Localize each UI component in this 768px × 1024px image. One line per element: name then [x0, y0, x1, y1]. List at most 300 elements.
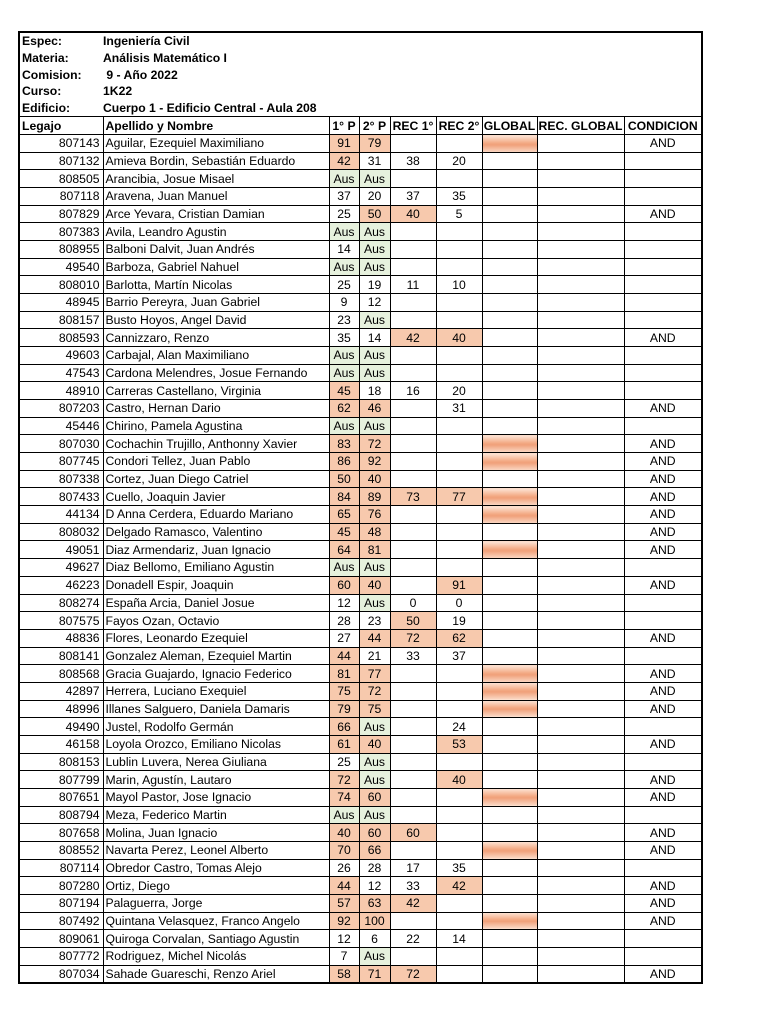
rec2-cell: 10: [436, 276, 482, 294]
recglobal-cell: [537, 771, 624, 789]
rec2-cell: [436, 700, 482, 718]
global-cell: [482, 135, 537, 153]
rec1-cell: [390, 576, 436, 594]
rec1-cell: 72: [390, 629, 436, 647]
table-row: [19, 435, 702, 453]
recglobal-cell: [537, 947, 624, 965]
p2-cell: 60: [359, 788, 390, 806]
legajo-cell: 49490: [19, 718, 103, 736]
recglobal-cell: [537, 311, 624, 329]
rec2-cell: [436, 841, 482, 859]
p1-cell: 45: [329, 382, 359, 400]
cond-cell: AND: [624, 576, 702, 594]
p2-cell: 23: [359, 612, 390, 630]
p1-cell: 50: [329, 470, 359, 488]
p1-cell: 12: [329, 930, 359, 948]
table-row: [19, 135, 702, 153]
global-cell: [482, 523, 537, 541]
global-cell: [482, 364, 537, 382]
p2-cell: 6: [359, 930, 390, 948]
global-cell: [482, 771, 537, 789]
header-row: [19, 117, 702, 135]
recglobal-cell: [537, 523, 624, 541]
global-cell: [482, 594, 537, 612]
recglobal-cell: [537, 417, 624, 435]
p1-cell: 7: [329, 947, 359, 965]
legajo-cell: 808153: [19, 753, 103, 771]
legajo-cell: 808552: [19, 841, 103, 859]
table-row: [19, 152, 702, 170]
rec2-cell: 77: [436, 488, 482, 506]
legajo-cell: 808593: [19, 329, 103, 347]
table-row: [19, 400, 702, 418]
global-cell: [482, 241, 537, 259]
p1-cell: 9: [329, 294, 359, 312]
p2-cell: 92: [359, 453, 390, 471]
cond-cell: [624, 258, 702, 276]
cond-cell: AND: [624, 877, 702, 895]
legajo-cell: 807658: [19, 824, 103, 842]
name-cell: Cannizzaro, Renzo: [103, 329, 329, 347]
p2-cell: 75: [359, 700, 390, 718]
grades-table: [18, 31, 703, 984]
legajo-cell: 807745: [19, 453, 103, 471]
cond-cell: [624, 276, 702, 294]
rec2-cell: [436, 258, 482, 276]
global-cell: [482, 559, 537, 577]
recglobal-cell: [537, 806, 624, 824]
global-cell: [482, 894, 537, 912]
legajo-cell: 807575: [19, 612, 103, 630]
p2-cell: 12: [359, 877, 390, 895]
name-cell: Palaguerra, Jorge: [103, 894, 329, 912]
rec2-cell: 40: [436, 329, 482, 347]
cond-cell: [624, 647, 702, 665]
p1-cell: 58: [329, 965, 359, 983]
legajo-cell: 44134: [19, 506, 103, 524]
table-row: [19, 523, 702, 541]
p2-cell: 50: [359, 205, 390, 223]
table-row: [19, 594, 702, 612]
name-cell: Cardona Melendres, Josue Fernando: [103, 364, 329, 382]
table-row: [19, 965, 702, 983]
legajo-cell: 808568: [19, 665, 103, 683]
p1-cell: 60: [329, 576, 359, 594]
cond-cell: AND: [624, 506, 702, 524]
p1-cell: 83: [329, 435, 359, 453]
legajo-cell: 807132: [19, 152, 103, 170]
global-cell: [482, 152, 537, 170]
p1-cell: 23: [329, 311, 359, 329]
p2-cell: Aus: [359, 311, 390, 329]
rec2-cell: [436, 523, 482, 541]
global-cell: [482, 435, 537, 453]
p2-cell: Aus: [359, 170, 390, 188]
table-row: [19, 470, 702, 488]
legajo-cell: 48945: [19, 294, 103, 312]
legajo-cell: 807799: [19, 771, 103, 789]
rec1-cell: 17: [390, 859, 436, 877]
cond-cell: [624, 382, 702, 400]
cond-cell: AND: [624, 453, 702, 471]
cond-cell: [624, 417, 702, 435]
info-row: [19, 100, 702, 117]
rec2-cell: [436, 347, 482, 365]
cond-cell: AND: [624, 841, 702, 859]
recglobal-cell: [537, 329, 624, 347]
recglobal-cell: [537, 718, 624, 736]
global-cell: [482, 841, 537, 859]
name-cell: Avila, Leandro Agustin: [103, 223, 329, 241]
table-row: [19, 877, 702, 895]
p2-cell: 48: [359, 523, 390, 541]
rec1-cell: 0: [390, 594, 436, 612]
rec2-cell: [436, 470, 482, 488]
table-row: [19, 912, 702, 930]
name-cell: Arce Yevara, Cristian Damian: [103, 205, 329, 223]
name-cell: España Arcia, Daniel Josue: [103, 594, 329, 612]
cond-cell: [624, 594, 702, 612]
name-cell: Marin, Agustín, Lautaro: [103, 771, 329, 789]
col-header-p1: 1° P: [329, 117, 359, 135]
rec1-cell: [390, 311, 436, 329]
p1-cell: 45: [329, 523, 359, 541]
name-cell: Busto Hoyos, Angel David: [103, 311, 329, 329]
p1-cell: 25: [329, 276, 359, 294]
p2-cell: 46: [359, 400, 390, 418]
global-cell: [482, 506, 537, 524]
rec2-cell: 53: [436, 735, 482, 753]
name-cell: Navarta Perez, Leonel Alberto: [103, 841, 329, 859]
legajo-cell: 808010: [19, 276, 103, 294]
rec1-cell: 50: [390, 612, 436, 630]
rec2-cell: [436, 682, 482, 700]
cond-cell: AND: [624, 135, 702, 153]
cond-cell: [624, 559, 702, 577]
p2-cell: 19: [359, 276, 390, 294]
p2-cell: 14: [359, 329, 390, 347]
p1-cell: 40: [329, 824, 359, 842]
cond-cell: AND: [624, 771, 702, 789]
name-cell: Rodriguez, Michel Nicolás: [103, 947, 329, 965]
recglobal-cell: [537, 753, 624, 771]
legajo-cell: 807433: [19, 488, 103, 506]
legajo-cell: 807143: [19, 135, 103, 153]
rec2-cell: [436, 894, 482, 912]
p2-cell: Aus: [359, 806, 390, 824]
info-row: [19, 66, 702, 83]
cond-cell: [624, 188, 702, 206]
cond-cell: AND: [624, 400, 702, 418]
p2-cell: 89: [359, 488, 390, 506]
rec2-cell: [436, 294, 482, 312]
rec2-cell: [436, 947, 482, 965]
table-row: [19, 788, 702, 806]
p1-cell: 25: [329, 753, 359, 771]
name-cell: Justel, Rodolfo Germán: [103, 718, 329, 736]
cond-cell: AND: [624, 488, 702, 506]
rec2-cell: [436, 453, 482, 471]
table-row: [19, 753, 702, 771]
name-cell: Arancibia, Josue Misael: [103, 170, 329, 188]
name-cell: Meza, Federico Martin: [103, 806, 329, 824]
name-cell: Barrio Pereyra, Juan Gabriel: [103, 294, 329, 312]
info-key: Curso:: [22, 84, 62, 99]
rec1-cell: [390, 135, 436, 153]
table-row: [19, 612, 702, 630]
legajo-cell: 49051: [19, 541, 103, 559]
recglobal-cell: [537, 382, 624, 400]
p1-cell: 28: [329, 612, 359, 630]
recglobal-cell: [537, 841, 624, 859]
rec2-cell: 24: [436, 718, 482, 736]
p2-cell: 60: [359, 824, 390, 842]
name-cell: Aguilar, Ezequiel Maximiliano: [103, 135, 329, 153]
recglobal-cell: [537, 859, 624, 877]
legajo-cell: 809061: [19, 930, 103, 948]
table-row: [19, 771, 702, 789]
rec2-cell: [436, 912, 482, 930]
table-row: [19, 541, 702, 559]
rec1-cell: [390, 223, 436, 241]
rec2-cell: [436, 824, 482, 842]
p2-cell: 28: [359, 859, 390, 877]
p1-cell: 84: [329, 488, 359, 506]
rec1-cell: 42: [390, 894, 436, 912]
legajo-cell: 49627: [19, 559, 103, 577]
legajo-cell: 807194: [19, 894, 103, 912]
recglobal-cell: [537, 364, 624, 382]
name-cell: Molina, Juan Ignacio: [103, 824, 329, 842]
global-cell: [482, 382, 537, 400]
p2-cell: Aus: [359, 718, 390, 736]
rec2-cell: [436, 364, 482, 382]
rec2-cell: [436, 806, 482, 824]
recglobal-cell: [537, 347, 624, 365]
p2-cell: Aus: [359, 364, 390, 382]
rec2-cell: [436, 965, 482, 983]
name-cell: Donadell Espir, Joaquin: [103, 576, 329, 594]
p1-cell: 27: [329, 629, 359, 647]
p1-cell: 75: [329, 682, 359, 700]
rec2-cell: 14: [436, 930, 482, 948]
rec2-cell: [436, 135, 482, 153]
legajo-cell: 807651: [19, 788, 103, 806]
global-cell: [482, 453, 537, 471]
cond-cell: AND: [624, 523, 702, 541]
cond-cell: [624, 311, 702, 329]
rec1-cell: [390, 718, 436, 736]
p1-cell: 14: [329, 241, 359, 259]
recglobal-cell: [537, 894, 624, 912]
cond-cell: AND: [624, 912, 702, 930]
cond-cell: [624, 241, 702, 259]
rec2-cell: [436, 223, 482, 241]
info-key: Edificio:: [22, 101, 71, 116]
name-cell: D Anna Cerdera, Eduardo Mariano: [103, 506, 329, 524]
p2-cell: 100: [359, 912, 390, 930]
cond-cell: AND: [624, 541, 702, 559]
rec2-cell: 31: [436, 400, 482, 418]
p1-cell: 25: [329, 205, 359, 223]
rec1-cell: 38: [390, 152, 436, 170]
recglobal-cell: [537, 470, 624, 488]
p2-cell: 12: [359, 294, 390, 312]
global-cell: [482, 806, 537, 824]
table-header: [19, 117, 702, 135]
p1-cell: 81: [329, 665, 359, 683]
p2-cell: 77: [359, 665, 390, 683]
p1-cell: Aus: [329, 223, 359, 241]
info-key: Materia:: [22, 51, 69, 65]
name-cell: Carbajal, Alan Maximiliano: [103, 347, 329, 365]
student-rows: [19, 135, 702, 984]
p2-cell: 76: [359, 506, 390, 524]
cond-cell: AND: [624, 665, 702, 683]
rec2-cell: 40: [436, 771, 482, 789]
rec1-cell: 73: [390, 488, 436, 506]
legajo-cell: 808505: [19, 170, 103, 188]
info-value: Ingeniería Civil: [103, 34, 190, 49]
global-cell: [482, 329, 537, 347]
rec2-cell: [436, 541, 482, 559]
name-cell: Mayol Pastor, Jose Ignacio: [103, 788, 329, 806]
name-cell: Diaz Bellomo, Emiliano Agustin: [103, 559, 329, 577]
info-value: 1K22: [103, 84, 133, 99]
name-cell: Obredor Castro, Tomas Alejo: [103, 859, 329, 877]
recglobal-cell: [537, 594, 624, 612]
info-row: [19, 32, 702, 50]
rec1-cell: [390, 294, 436, 312]
legajo-cell: 48836: [19, 629, 103, 647]
cond-cell: AND: [624, 824, 702, 842]
rec1-cell: [390, 435, 436, 453]
rec1-cell: [390, 241, 436, 259]
global-cell: [482, 170, 537, 188]
name-cell: Loyola Orozco, Emiliano Nicolas: [103, 735, 329, 753]
legajo-cell: 807030: [19, 435, 103, 453]
p2-cell: 44: [359, 629, 390, 647]
table-row: [19, 559, 702, 577]
cond-cell: AND: [624, 470, 702, 488]
recglobal-cell: [537, 629, 624, 647]
recglobal-cell: [537, 541, 624, 559]
p2-cell: Aus: [359, 417, 390, 435]
rec1-cell: 16: [390, 382, 436, 400]
p2-cell: Aus: [359, 594, 390, 612]
cond-cell: [624, 806, 702, 824]
global-cell: [482, 276, 537, 294]
recglobal-cell: [537, 170, 624, 188]
cond-cell: AND: [624, 629, 702, 647]
rec1-cell: 22: [390, 930, 436, 948]
p1-cell: 26: [329, 859, 359, 877]
table-row: [19, 824, 702, 842]
cond-cell: AND: [624, 788, 702, 806]
rec1-cell: [390, 841, 436, 859]
p2-cell: Aus: [359, 258, 390, 276]
rec2-cell: [436, 559, 482, 577]
name-cell: Carreras Castellano, Virginia: [103, 382, 329, 400]
p1-cell: 86: [329, 453, 359, 471]
rec1-cell: [390, 771, 436, 789]
p2-cell: 71: [359, 965, 390, 983]
p2-cell: Aus: [359, 947, 390, 965]
recglobal-cell: [537, 788, 624, 806]
table-row: [19, 258, 702, 276]
table-row: [19, 506, 702, 524]
rec2-cell: 5: [436, 205, 482, 223]
table-row: [19, 841, 702, 859]
rec1-cell: [390, 912, 436, 930]
global-cell: [482, 718, 537, 736]
rec2-cell: 91: [436, 576, 482, 594]
legajo-cell: 49603: [19, 347, 103, 365]
p2-cell: 63: [359, 894, 390, 912]
p1-cell: 65: [329, 506, 359, 524]
info-key: Comision:: [22, 67, 82, 82]
global-cell: [482, 877, 537, 895]
cond-cell: AND: [624, 700, 702, 718]
p2-cell: 40: [359, 735, 390, 753]
legajo-cell: 807203: [19, 400, 103, 418]
recglobal-cell: [537, 612, 624, 630]
p1-cell: 42: [329, 152, 359, 170]
rec1-cell: 33: [390, 647, 436, 665]
rec2-cell: [436, 417, 482, 435]
recglobal-cell: [537, 205, 624, 223]
p1-cell: 70: [329, 841, 359, 859]
recglobal-cell: [537, 258, 624, 276]
legajo-cell: 49540: [19, 258, 103, 276]
cond-cell: [624, 364, 702, 382]
rec2-cell: [436, 506, 482, 524]
rec2-cell: [436, 435, 482, 453]
p2-cell: Aus: [359, 347, 390, 365]
global-cell: [482, 311, 537, 329]
info-key: Espec:: [22, 34, 62, 49]
rec2-cell: 0: [436, 594, 482, 612]
rec1-cell: [390, 417, 436, 435]
global-cell: [482, 400, 537, 418]
legajo-cell: 47543: [19, 364, 103, 382]
legajo-cell: 46223: [19, 576, 103, 594]
legajo-cell: 807114: [19, 859, 103, 877]
rec1-cell: [390, 788, 436, 806]
rec2-cell: 35: [436, 188, 482, 206]
name-cell: Illanes Salguero, Daniela Damaris: [103, 700, 329, 718]
p2-cell: Aus: [359, 559, 390, 577]
rec2-cell: [436, 311, 482, 329]
rec1-cell: [390, 947, 436, 965]
table-row: [19, 241, 702, 259]
global-cell: [482, 205, 537, 223]
p1-cell: 44: [329, 877, 359, 895]
recglobal-cell: [537, 965, 624, 983]
rec2-cell: 20: [436, 382, 482, 400]
rec1-cell: 40: [390, 205, 436, 223]
rec1-cell: 11: [390, 276, 436, 294]
rec1-cell: [390, 559, 436, 577]
global-cell: [482, 824, 537, 842]
cond-cell: AND: [624, 682, 702, 700]
recglobal-cell: [537, 152, 624, 170]
legajo-cell: 45446: [19, 417, 103, 435]
name-cell: Aravena, Juan Manuel: [103, 188, 329, 206]
cond-cell: [624, 612, 702, 630]
recglobal-cell: [537, 912, 624, 930]
legajo-cell: 46158: [19, 735, 103, 753]
